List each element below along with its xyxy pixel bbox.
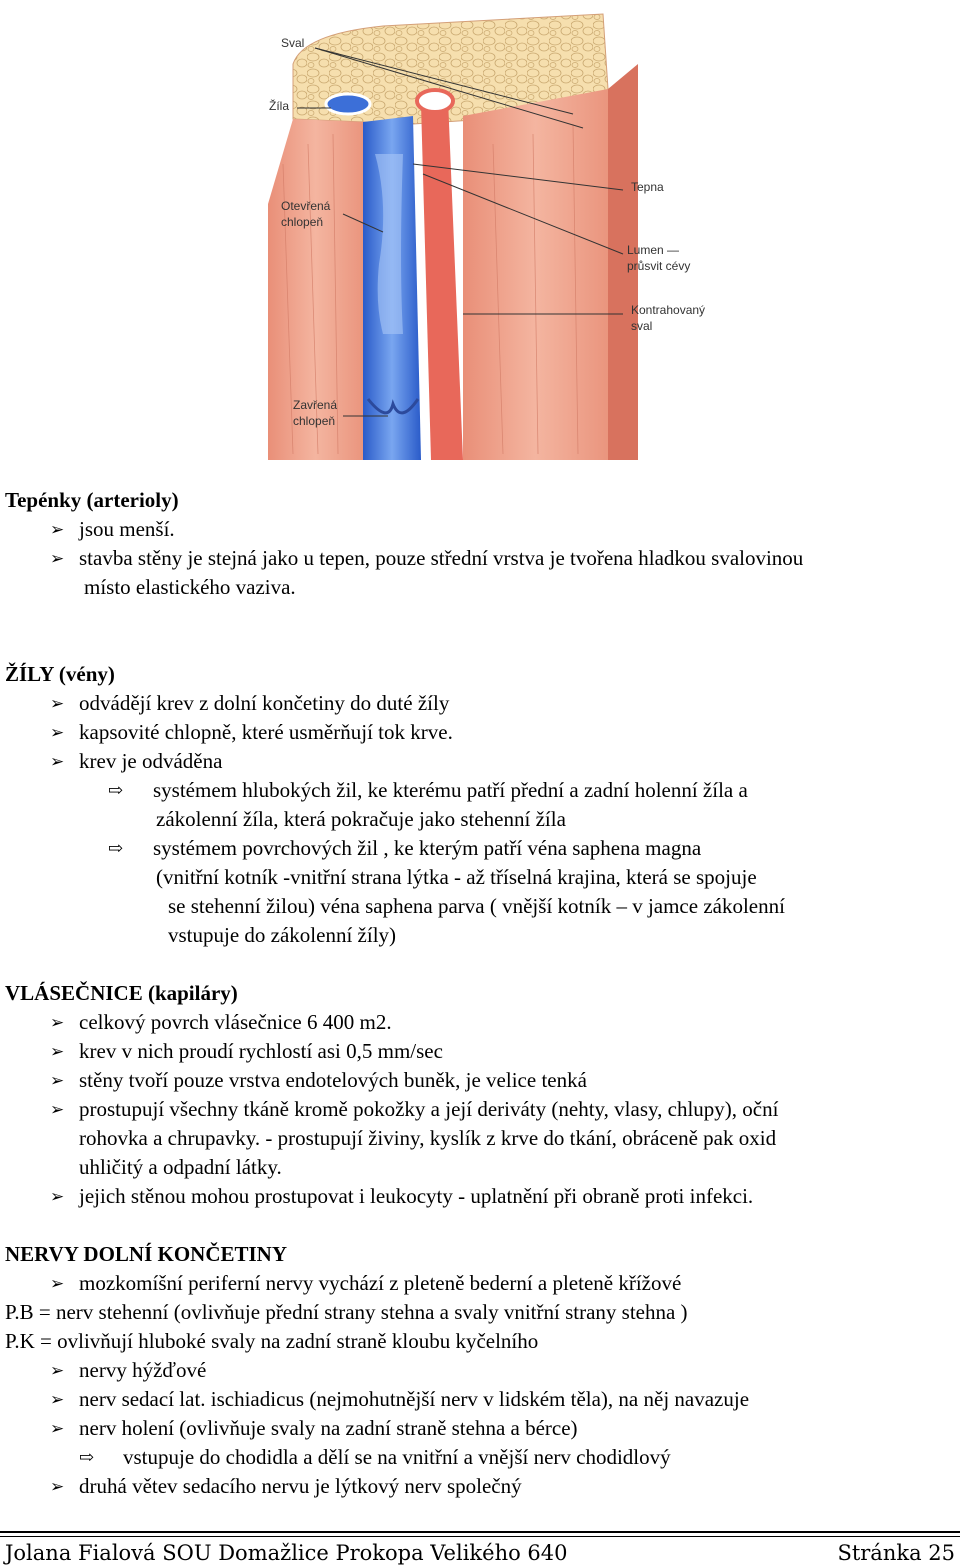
bullet-arrow-icon: ➢ [50, 1100, 65, 1119]
label-zavrena-chlopen: Zavřená chlopeň [293, 398, 338, 428]
heading-tepenky: Tepénky (arterioly) [5, 488, 179, 512]
list-item-continuation: místo elastického vaziva. [84, 575, 296, 599]
sub-item-continuation: zákolenní žíla, která pokračuje jako stehenní žíla [156, 807, 566, 831]
bullet-arrow-icon: ➢ [50, 752, 65, 771]
bullet-arrow-icon: ➢ [50, 1361, 65, 1380]
bullet-arrow-icon: ➢ [50, 520, 65, 539]
vein-diagram [263, 4, 719, 460]
list-item: stavba stěny je stejná jako u tepen, pouze střední vrstva je tvořena hladkou svalovinou [79, 546, 804, 570]
label-kontrahovany-sval: Kontrahovaný sval [631, 303, 706, 333]
list-item: jejich stěnou mohou prostupovat i leukocyty - uplatnění při obraně proti infekci. [79, 1184, 754, 1208]
bullet-arrow-icon: ➢ [50, 1071, 65, 1090]
label-otevrena-chlopen: Otevřená chlopeň [281, 199, 331, 229]
heading-zily: ŽÍLY (vény) [5, 662, 115, 686]
list-item: druhá větev sedacího nervu je lýtkový nerv společný [79, 1474, 522, 1498]
list-item: prostupují všechny tkáně kromě pokožky a její deriváty (nehty, vlasy, chlupy), oční [79, 1097, 779, 1121]
bullet-arrow-icon: ➢ [50, 694, 65, 713]
sub-arrow-icon: ⇨ [108, 780, 124, 800]
heading-vlasecnice: VLÁSEČNICE (kapiláry) [5, 981, 238, 1005]
bullet-arrow-icon: ➢ [50, 549, 65, 568]
list-item: krev je odváděna [79, 749, 223, 773]
bullet-arrow-icon: ➢ [50, 1274, 65, 1293]
list-item: kapsovité chlopně, které usměrňují tok krve. [79, 720, 453, 744]
label-tepna: Tepna [631, 180, 664, 194]
bullet-arrow-icon: ➢ [50, 1419, 65, 1438]
sub-item-continuation: vstupuje do zákolenní žíly) [168, 923, 397, 947]
bullet-arrow-icon: ➢ [50, 1390, 65, 1409]
list-item: stěny tvoří pouze vrstva endotelových buněk, je velice tenká [79, 1068, 587, 1092]
sub-item: systémem hlubokých žil, ke kterému patří přední a zadní holenní žíla a [153, 778, 748, 802]
bullet-arrow-icon: ➢ [50, 1187, 65, 1206]
sub-arrow-icon: ⇨ [108, 838, 124, 858]
vein-muscle-illustration [263, 4, 719, 460]
label-lumen: Lumen — průsvit cévy [627, 243, 691, 273]
sub-item-continuation: (vnitřní kotník -vnitřní strana lýtka - až tříselná krajina, která se spojuje [156, 865, 757, 889]
label-zila: Žíla [269, 99, 290, 113]
footer-page-number: Stránka 25 [837, 1541, 955, 1565]
bullet-arrow-icon: ➢ [50, 723, 65, 742]
bullet-arrow-icon: ➢ [50, 1477, 65, 1496]
list-item: odvádějí krev z dolní končetiny do duté žíly [79, 691, 450, 715]
list-item: nerv holení (ovlivňuje svaly na zadní straně stehna a bérce) [79, 1416, 578, 1440]
bullet-arrow-icon: ➢ [50, 1013, 65, 1032]
label-sval: Sval [281, 36, 305, 50]
list-item: krev v nich proudí rychlostí asi 0,5 mm/sec [79, 1039, 443, 1063]
plexus-line: P.K = ovlivňují hluboké svaly na zadní straně kloubu kyčelního [5, 1329, 539, 1353]
bullet-arrow-icon: ➢ [50, 1042, 65, 1061]
plexus-line: P.B = nerv stehenní (ovlivňuje přední strany stehna a svaly vnitřní strany stehna ) [5, 1300, 688, 1324]
sub-item-continuation: se stehenní žilou) véna saphena parva ( vnější kotník – v jamce zákolenní [168, 894, 785, 918]
heading-nervy: NERVY DOLNÍ KONČETINY [5, 1242, 288, 1266]
footer-author: Jolana Fialová SOU Domažlice Prokopa Velikého 640 [5, 1541, 568, 1565]
list-item: mozkomíšní periferní nervy vychází z pleteně bederní a pleteně křížové [79, 1271, 682, 1295]
list-item-continuation: rohovka a chrupavky. - prostupují živiny, kyslík z krve do tkání, obráceně pak oxid [79, 1126, 777, 1150]
list-item: nerv sedací lat. ischiadicus (nejmohutnější nerv v lidském těla), na něj navazuje [79, 1387, 750, 1411]
list-item-continuation: uhličitý a odpadní látky. [79, 1155, 282, 1179]
sub-item: systémem povrchových žil , ke kterým patří véna saphena magna [153, 836, 702, 860]
sub-arrow-icon: ⇨ [79, 1447, 95, 1467]
footer-divider [0, 1531, 960, 1537]
list-item: nervy hýžďové [79, 1358, 207, 1382]
list-item: celkový povrch vlásečnice 6 400 m2. [79, 1010, 392, 1034]
sub-item: vstupuje do chodidla a dělí se na vnitřní a vnější nerv chodidlový [123, 1445, 671, 1469]
list-item: jsou menší. [79, 517, 175, 541]
